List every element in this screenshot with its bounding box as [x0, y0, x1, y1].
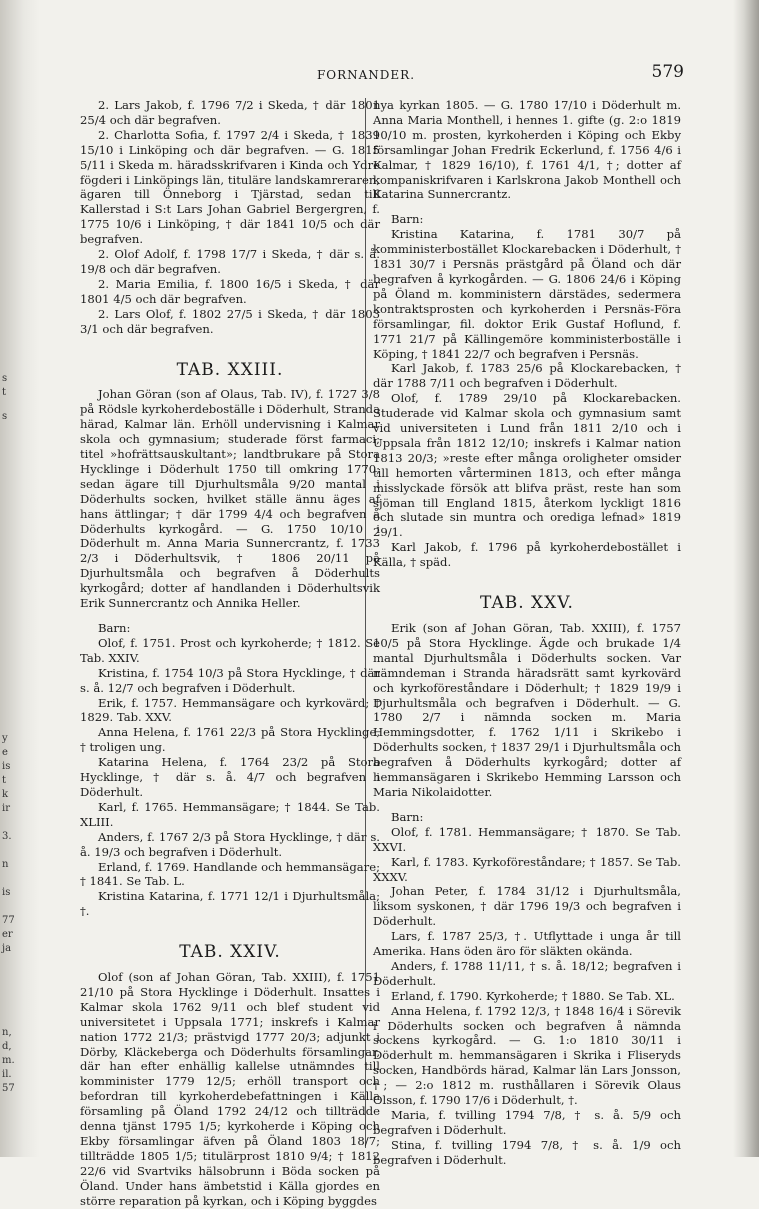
margin-fragment: n: [2, 859, 9, 870]
margin-fragment: il.: [2, 1069, 12, 1080]
margin-fragment: t: [2, 775, 7, 786]
children-label: Barn:: [98, 621, 131, 635]
margin-fragment: d,: [2, 1041, 12, 1052]
margin-fragment: m.: [2, 1055, 15, 1066]
child-entry: Stina, f. tvilling 1794 7/8, † s. å. 1/9 och begrafven i Döderhult.: [373, 1137, 681, 1167]
child-entry: Anna Helena, f. 1792 12/3, † 1848 16/4 i Sörevik i Döderhults socken och begrafven å nämnda sockens kyrkogård. — G. 1:o 1810 30/11 i Döderhult m. hemmansägaren i Skrika i Fliseryds socken, Handbörds härad, Kalmar län Lars Jonsson, †; — 2:o 1812 m. rusthållaren i Sörevik Olaus Olsson, f. 1790 17/6 i Döderhult, †.: [373, 1003, 681, 1108]
previous-page-fragments: [0, 0, 16, 1157]
children-label: Barn:: [391, 809, 424, 824]
margin-fragment: is: [2, 887, 11, 898]
section-heading-tab-xxv: TAB. XXV.: [480, 593, 574, 614]
margin-fragment: k: [2, 789, 9, 800]
child-entry: Erik, f. 1757. Hemmansägare och kyrkovärd; † 1829. Tab. XXV.: [80, 695, 380, 725]
margin-fragment: e: [2, 747, 8, 758]
child-entry: Johan Peter, f. 1784 31/12 i Djurhultsmåla, liksom syskonen, † där 1796 19/3 och begrafven i Döderhult.: [373, 884, 681, 929]
entry-paragraph: Erik (son af Johan Göran, Tab. XXIII), f. 1757 10/5 på Stora Hycklinge. Ägde och brukade 1/4 mantal Djurhultsmåla i Döderhults socken. Var nämndeman i Stranda häradsrätt samt kyrkovärd och kyrkoföreståndare i Döderhult; † 1829 19/9 i Djurhultsmåla och begrafven i Döderhult. — G. 1780 2/7 i nämnda socken m. Maria Hemmingsdotter, f. 1762 1/11 i Skrikebo i Döderhults socken, † 1837 29/1 i Djurhultsmåla och begrafven å Döderhults kyrkogård; dotter af hemmansägaren i Skrikebo Hemming Larsson och Maria Nikolaidotter.: [373, 621, 681, 799]
child-entry: Anders, f. 1767 2/3 på Stora Hycklinge, † där s. å. 19/3 och begrafven i Döderhult.: [80, 829, 380, 859]
section-heading-tab-xxiii: TAB. XXIII.: [176, 359, 284, 380]
margin-fragment: 57: [2, 1083, 15, 1094]
page-number: 579: [651, 62, 684, 82]
entry-paragraph: 2. Olof Adolf, f. 1798 17/7 i Skeda, † där s. å. 19/8 och där begrafven.: [80, 247, 380, 276]
section-heading-tab-xxiv: TAB. XXIV.: [179, 942, 281, 963]
margin-fragment: is: [2, 761, 11, 772]
book-page: [50, 58, 684, 1208]
child-entry: Kristina Katarina, f. 1771 12/1 i Djurhultsmåla; †.: [80, 889, 380, 919]
child-entry: Karl Jakob, f. 1783 25/6 på Klockarebacken, † där 1788 7/11 och begrafven i Döderhult.: [373, 361, 681, 391]
child-entry: Katarina Helena, f. 1764 23/2 på Stora Hycklinge, † där s. å. 4/7 och begrafven i Döderhult.: [80, 755, 380, 799]
running-head: FORNANDER.: [316, 68, 416, 82]
margin-fragment: 3.: [2, 831, 12, 842]
left-column: [80, 98, 380, 1209]
child-entry: Olof, f. 1751. Prost och kyrkoherde; † 1812. Se Tab. XXIV.: [80, 635, 380, 665]
entry-paragraph: Johan Göran (son af Olaus, Tab. IV), f. 1727 3/8 på Rödsle kyrkoherdeboställe i Döderhult, Stranda härad, Kalmar län. Erhöll undervisning i Kalmar skola och gymnasium; studerade först farmaci; titel »hofrättsauskultant»; landtbrukare på Stora Hycklinge i Döderhult 1750 till omkring 1770; sedan ägare till Djurhultsmåla 9/20 mantal i Döderhults socken, hvilket ställe ännu äges af hans ättlingar; † där 1799 4/4 och begrafven å Döderhults kyrkogård. — G. 1750 10/10 i Döderhult m. Anna Maria Sunnercrantz, f. 1733 2/3 i Döderhultsvik, † 1806 20/11 på Djurhultsmåla och begrafven å Döderhults kyrkogård; dotter af handlanden i Döderhultsvik Erik Sunnercrantz och Annika Heller.: [80, 387, 380, 611]
child-entry: Karl, f. 1783. Kyrkoföreståndare; † 1857. Se Tab. XXXV.: [373, 854, 681, 884]
child-entry: Erland, f. 1790. Kyrkoherde; † 1880. Se Tab. XL.: [391, 988, 675, 1003]
right-column: [373, 98, 681, 1168]
entry-paragraph: 2. Lars Olof, f. 1802 27/5 i Skeda, † där 1803 3/1 och där begrafven.: [80, 306, 380, 336]
margin-fragment: y: [2, 733, 8, 744]
margin-fragment: t: [2, 387, 7, 398]
margin-fragment: 77: [2, 915, 15, 926]
child-entry: Erland, f. 1769. Handlande och hemmansägare; † 1841. Se Tab. L.: [80, 859, 380, 889]
margin-fragment: s: [2, 411, 8, 422]
margin-fragment: er: [2, 929, 13, 940]
margin-fragment: ja: [2, 943, 12, 954]
child-entry: Olof, f. 1781. Hemmansägare; † 1870. Se Tab. XXVI.: [373, 824, 681, 854]
entry-paragraph: 2. Lars Jakob, f. 1796 7/2 i Skeda, † där 1801 25/4 och där begrafven.: [80, 98, 380, 127]
entry-paragraph: 2. Charlotta Sofia, f. 1797 2/4 i Skeda, † 1839 15/10 i Linköping och där begrafven. — G. 1815 5/11 i Skeda m. häradsskrifvaren i Kinda och Ydre fögderi i Linköpings län, tituläre landskamreraren, ägaren till Önneborg i Tjärstad, sedan till Kallerstad i S:t Lars Johan Gabriel Bergergren, f. 1775 10/6 i Linköping, † där 1841 10/5 och där begrafven.: [80, 127, 380, 247]
page-edge-shadow: [733, 0, 759, 1157]
child-entry: Anna Helena, f. 1761 22/3 på Stora Hycklinge, † troligen ung.: [80, 725, 380, 755]
child-entry: Anders, f. 1788 11/11, † s. å. 18/12; begrafven i Döderhult.: [373, 958, 681, 988]
child-entry: Karl Jakob, f. 1796 på kyrkoherdebostället i Källa, † späd.: [373, 540, 681, 570]
child-entry: Kristina, f. 1754 10/3 på Stora Hycklinge, † där s. å. 12/7 och begrafven i Döderhult.: [80, 665, 380, 695]
margin-fragment: s: [2, 373, 8, 384]
page-header: [50, 58, 682, 84]
margin-fragment: n,: [2, 1027, 12, 1038]
child-entry: Kristina Katarina, f. 1781 30/7 på komministerbostället Klockarebacken i Döderhult, † 1831 30/7 i Persnäs prästgård på Öland och där begrafven å kyrkogården. — G. 1806 24/6 i Köping på Öland m. komministern därstädes, sedermera kontraktsprosten och kyrkoherden i Persnäs-Föra församlingar, fil. doktor Erik Gustaf Hoflund, f. 1771 21/7 på Källingemöre komministerboställe i Köping, † 1841 22/7 och begrafven i Persnäs.: [373, 227, 681, 361]
entry-paragraph: nya kyrkan 1805. — G. 1780 17/10 i Döderhult m. Anna Maria Monthell, i hennes 1. gifte (g. 2:o 1819 10/10 m. prosten, kyrkoherden i Köping och Ekby församlingar Johan Fredrik Eckerlund, f. 1756 4/6 i Kalmar, † 1829 16/10), f. 1761 4/1, †; dotter af kompaniskrifvaren i Karlskrona Jakob Monthell och Katarina Sunnercrantz.: [373, 98, 681, 202]
children-label: Barn:: [391, 212, 424, 227]
margin-fragment: ir: [2, 803, 10, 814]
child-entry: Maria, f. tvilling 1794 7/8, † s. å. 5/9 och begrafven i Döderhult.: [373, 1108, 681, 1137]
child-entry: Karl, f. 1765. Hemmansägare; † 1844. Se Tab. XLIII.: [80, 799, 380, 829]
child-entry: Lars, f. 1787 25/3, †. Utflyttade i unga år till Amerika. Hans öden äro för släkten okända.: [373, 929, 681, 959]
entry-paragraph: Olof (son af Johan Göran, Tab. XXIII), f. 1751 21/10 på Stora Hycklinge i Döderhult. Insattes i Kalmar skola 1762 9/11 och blef student vid universitetet i Uppsala 1771; inskrefs i Kalmar nation 1772 21/3; prästvigd 1777 20/3; adjunkt i Dörby, Kläckeberga och Döderhults församlingar, där han efter enhällig kallelse utnämndes till komminister 1779 12/5; erhöll transport och befordran till kyrkoherdebefattningen i Källa församling på Öland 1792 24/12 och tillträdde denna tjänst 1795 1/5; kyrkoherde i Köping och Ekby församlingar äfven på Öland 1803 18/7; tillträdde 1805 1/5; titulärprost 1810 9/4; † 1812 22/6 vid Svartviks hälsobrunn i Böda socken på Öland. Under hans ämbetstid i Källa gjordes en större reparation på kyrkan, och i Köping byggdes: [80, 970, 380, 1208]
child-entry: Olof, f. 1789 29/10 på Klockarebacken. Studerade vid Kalmar skola och gymnasium samt vid universiteten i Lund från 1811 2/10 och i Uppsala från 1812 12/10; inskrefs i Kalmar nation 1813 20/3; »reste efter många oroligheter omsider till hemorten vårterminen 1813, och efter många misslyckade försök att blifva präst, reste han som sjöman till England 1815, återkom lyckligt 1816 och slutade sin muntra och orediga lefnad» 1819 29/1.: [373, 391, 681, 540]
entry-paragraph: 2. Maria Emilia, f. 1800 16/5 i Skeda, † där 1801 4/5 och där begrafven.: [80, 276, 380, 306]
